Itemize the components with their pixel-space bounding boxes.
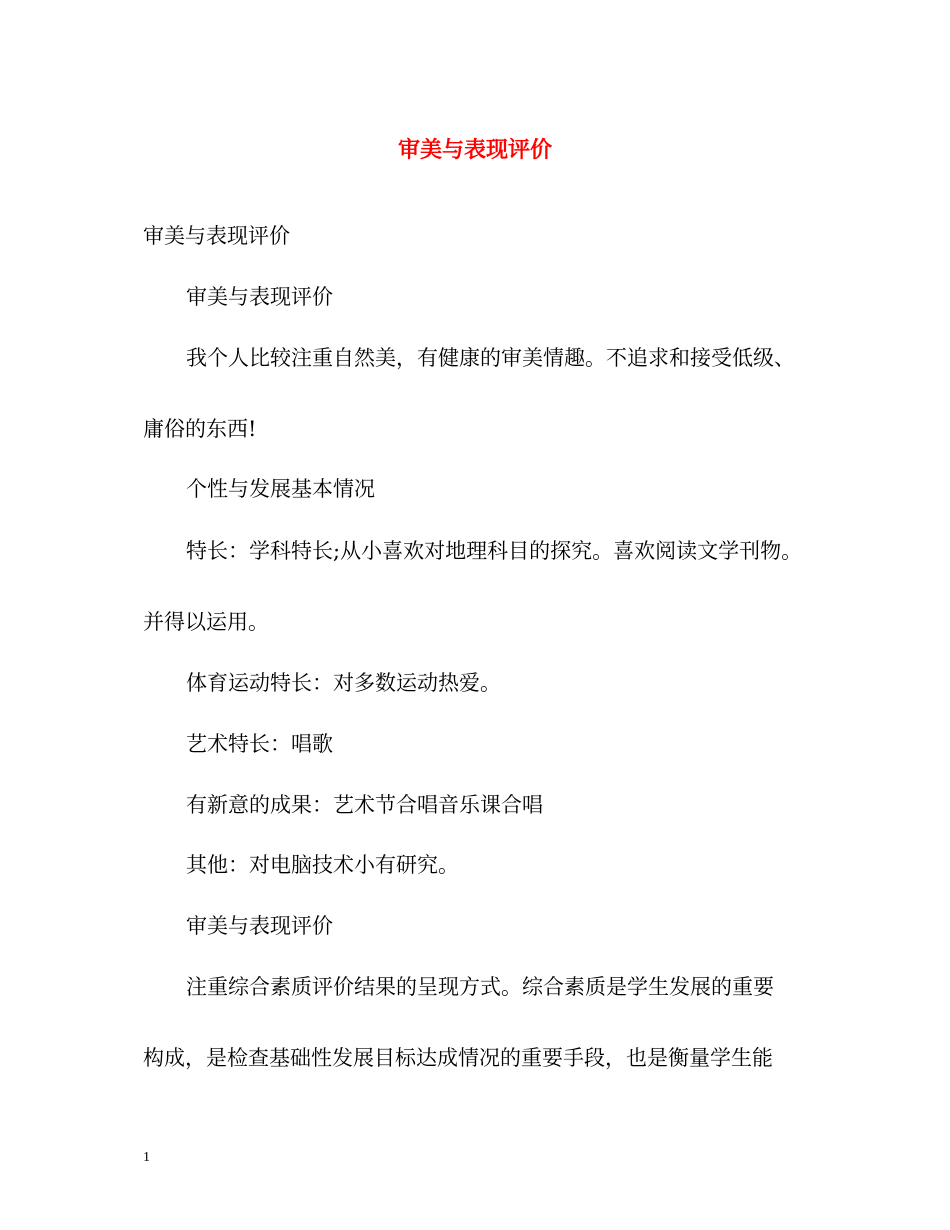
paragraph-line: 体育运动特长：对多数运动热爱。: [186, 671, 501, 695]
paragraph-line: 有新意的成果：艺术节合唱音乐课合唱: [186, 793, 543, 817]
paragraph-line: 注重综合素质评价结果的呈现方式。综合素质是学生发展的重要: [186, 975, 774, 999]
page-number: 1: [143, 1150, 150, 1165]
paragraph-line: 审美与表现评价: [143, 224, 290, 248]
paragraph-line: 并得以运用。: [143, 610, 269, 634]
paragraph-line: 其他：对电脑技术小有研究。: [186, 853, 459, 877]
document-title: 审美与表现评价: [397, 137, 552, 163]
paragraph-line: 构成，是检查基础性发展目标达成情况的重要手段，也是衡量学生能: [143, 1046, 773, 1070]
paragraph-line: 审美与表现评价: [186, 914, 333, 938]
paragraph-line: 个性与发展基本情况: [186, 477, 375, 501]
paragraph-line: 艺术特长：唱歌: [186, 732, 333, 756]
paragraph-line: 审美与表现评价: [186, 285, 333, 309]
paragraph-line: 庸俗的东西!: [143, 417, 257, 441]
paragraph-line: 特长：学科特长;从小喜欢对地理科目的探究。喜欢阅读文学刊物。: [186, 539, 803, 563]
paragraph-line: 我个人比较注重自然美，有健康的审美情趣。不追求和接受低级、: [186, 346, 795, 370]
